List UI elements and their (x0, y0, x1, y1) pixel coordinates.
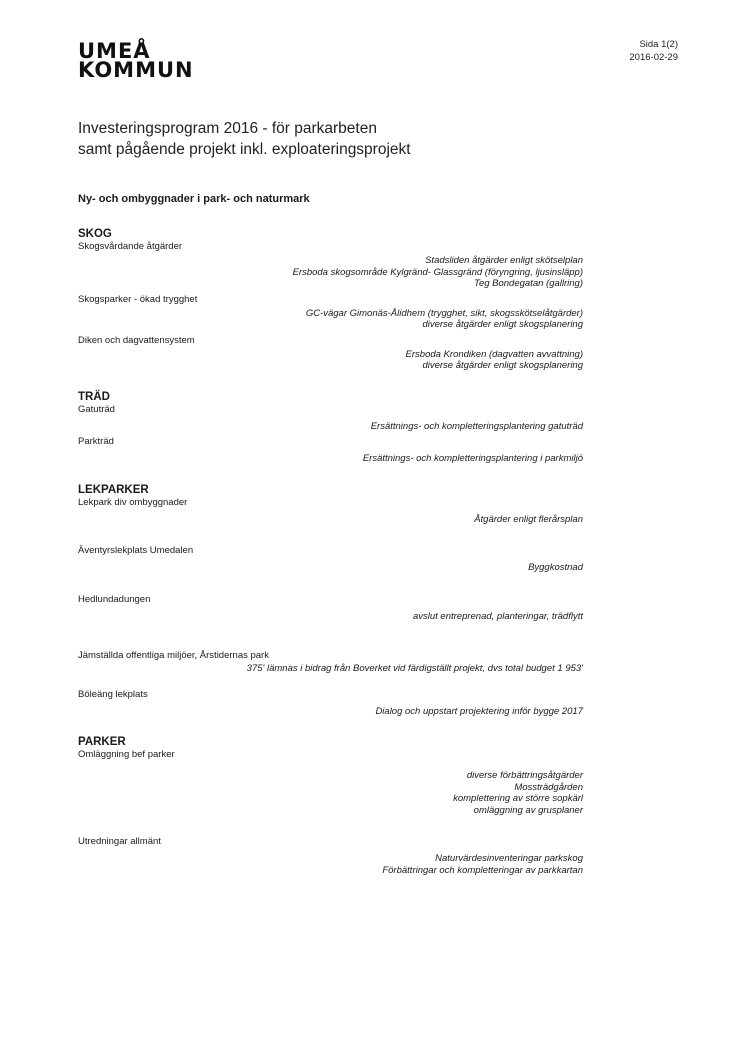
group-label: Diken och dagvattensystem (78, 334, 195, 346)
project-item: omläggning av grusplaner (473, 804, 583, 816)
logo-line-1: UMEÅ (78, 39, 151, 63)
page-number: Sida 1(2) (639, 39, 678, 50)
document-title (78, 118, 411, 160)
project-item: Ersättnings- och kompletteringsplantering gatuträd (370, 420, 583, 432)
group-label: Lekpark div ombyggnader (78, 496, 188, 508)
group-label: Gatuträd (78, 403, 115, 415)
group-label: Omläggning bef parker (78, 749, 175, 760)
project-item: Byggkostnad (528, 562, 583, 573)
section-title: PARKER (78, 736, 126, 748)
group-label: Utredningar allmänt (78, 836, 161, 847)
group-label: Skogsvårdande åtgärder (78, 241, 183, 252)
section-parker (78, 735, 583, 876)
project-item: Stadsliden åtgärder enligt skötselplan (425, 255, 583, 266)
project-item: Ersboda skogsområde Kylgränd- Glassgränd (föryngring, ljusinsläpp) (292, 266, 583, 278)
project-item: Åtgärder enligt flerårsplan (474, 513, 583, 525)
group-label: Jämställda offentliga miljöer, Årstidernas park (78, 650, 269, 661)
group-label: Skogsparker - ökad trygghet (78, 293, 198, 305)
group (78, 749, 583, 816)
project-item: 375' lämnas i bidrag från Boverket vid färdigställt projekt, dvs total budget 1 953' (246, 663, 583, 674)
group (78, 404, 583, 433)
project-item: Naturvärdesinventeringar parkskog (435, 853, 583, 864)
document-body (78, 193, 583, 890)
section-lekparker (78, 483, 583, 718)
section-title: LEKPARKER (78, 483, 149, 496)
group (78, 241, 583, 290)
project-item: Teg Bondegatan (gallring) (474, 278, 583, 289)
section-skog (78, 227, 583, 372)
project-item: diverse åtgärder enligt skogsplanering (422, 319, 583, 330)
group (78, 436, 583, 465)
group-label: Äventyrslekplats Umedalen (78, 545, 194, 556)
logo-line-2: KOMMUN (78, 58, 194, 82)
project-item: Dialog och uppstart projektering inför bygge 2017 (375, 705, 583, 717)
group (78, 689, 583, 718)
group (78, 545, 583, 574)
group-label: Hedlundadungen (78, 593, 151, 605)
group (78, 335, 583, 372)
title-line-2: samt pågående projekt inkl. exploateringsprojekt (78, 141, 411, 158)
project-item: diverse åtgärder enligt skogsplanering (422, 360, 583, 371)
project-item: Mossträdgården (514, 781, 583, 793)
group (78, 594, 583, 623)
group (78, 650, 583, 675)
group (78, 836, 583, 876)
project-item: Ersboda Krondiken (dagvatten avvattning) (405, 348, 583, 360)
group-label: Parkträd (78, 436, 114, 447)
section-trad (78, 390, 583, 465)
section-title: TRÄD (78, 390, 110, 403)
document-date: 2016-02-29 (629, 52, 678, 63)
project-item: diverse förbättringsåtgärder (466, 770, 583, 781)
group (78, 497, 583, 526)
project-item: Förbättringar och kompletteringar av parkkartan (382, 864, 583, 876)
group (78, 294, 583, 331)
section-title: SKOG (78, 228, 112, 240)
main-heading: Ny- och ombyggnader i park- och naturmark (78, 193, 310, 205)
project-item: komplettering av större sopkärl (453, 793, 583, 804)
group-label: Böleäng lekplats (78, 688, 148, 700)
project-item: avslut entreprenad, planteringar, trädflytt (412, 610, 583, 622)
page-meta (629, 38, 678, 64)
title-line-1: Investeringsprogram 2016 - för parkarbeten (78, 120, 377, 137)
umea-kommun-logo (78, 39, 194, 82)
project-item: GC-vägar Gimonäs-Ålidhem (trygghet, sikt, skogsskötselåtgärder) (305, 307, 583, 319)
project-item: Ersättnings- och kompletteringsplantering i parkmiljö (362, 453, 583, 464)
